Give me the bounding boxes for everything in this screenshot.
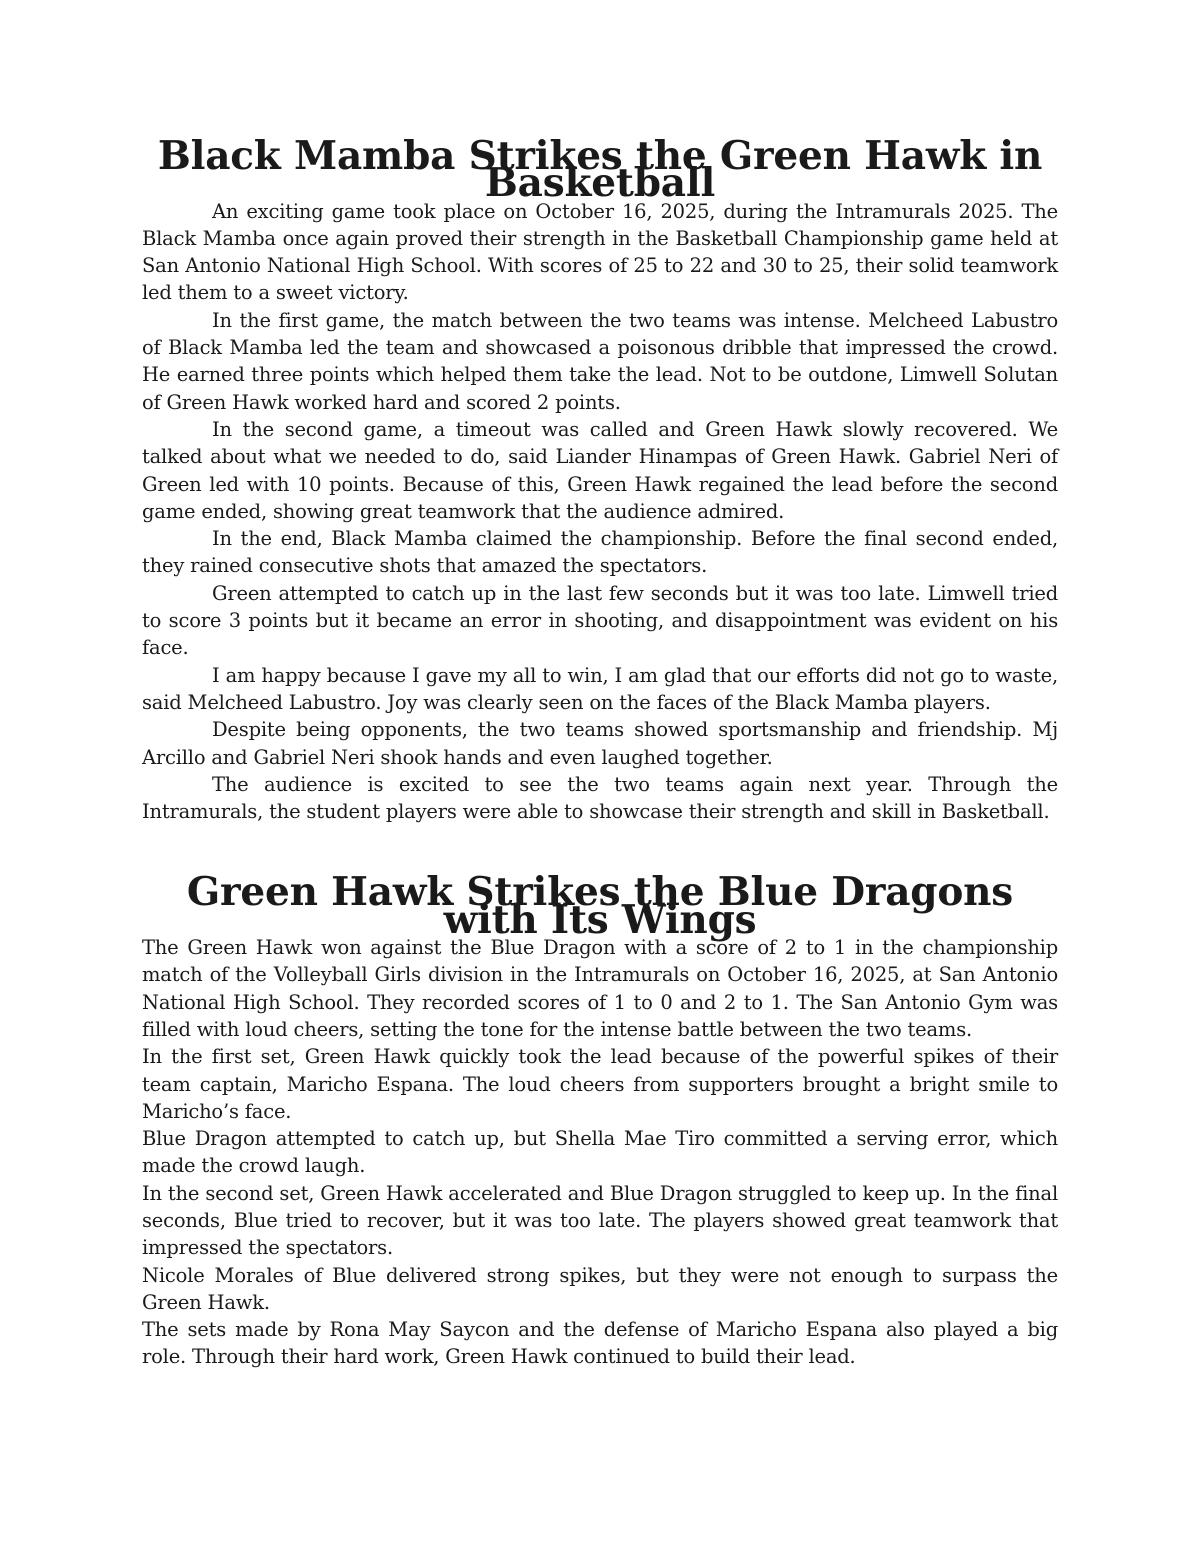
article-volleyball bbox=[142, 869, 1058, 1370]
article-paragraph: In the end, Black Mamba claimed the championship. Before the final second ended, they rained consecutive shots that amazed the spectators. bbox=[142, 527, 1058, 578]
document-body bbox=[142, 133, 1058, 1371]
article-paragraph: The audience is excited to see the two teams again next year. Through the Intramurals, the student players were able to showcase their strength and skill in Basketball. bbox=[142, 772, 1058, 824]
article-basketball bbox=[142, 133, 1058, 825]
article-paragraph: The sets made by Rona May Saycon and the defense of Maricho Espana also played a big role. Through their hard work, Green Hawk continued to build their lead. bbox=[142, 1318, 1058, 1369]
article-paragraph: Green attempted to catch up in the last few seconds but it was too late. Limwell tried to score 3 points but it became an error in shooting, and disappointment was evident on his face. bbox=[142, 581, 1058, 660]
article-paragraph: In the second set, Green Hawk accelerated and Blue Dragon struggled to keep up. In the final seconds, Blue tried to recover, but it was too late. The players showed great teamwork that impressed the spectators. bbox=[142, 1181, 1058, 1260]
article-paragraph: I am happy because I gave my all to win, I am glad that our efforts did not go to waste, said Melcheed Labustro. Joy was clearly seen on the faces of the Black Mamba players. bbox=[142, 663, 1058, 714]
article-paragraph: Nicole Morales of Blue delivered strong spikes, but they were not enough to surpass the Green Hawk. bbox=[142, 1263, 1058, 1314]
article-paragraph: In the second game, a timeout was called and Green Hawk slowly recovered. We talked about what we needed to do, said Liander Hinampas of Green Hawk. Gabriel Neri of Green led with 10 points. Because of this, Green Hawk regained the lead before the second game ended, showing great teamwork that the audience admired. bbox=[142, 417, 1058, 523]
article-paragraph: Despite being opponents, the two teams showed sportsmanship and friendship. Mj Arcillo and Gabriel Neri shook hands and even laughed together. bbox=[142, 718, 1058, 769]
article-paragraph: In the first set, Green Hawk quickly took the lead because of the powerful spikes of their team captain, Maricho Espana. The loud cheers from supporters brought a bright smile to Maricho’s face. bbox=[142, 1045, 1058, 1123]
article-paragraph: The Green Hawk won against the Blue Dragon with a score of 2 to 1 in the championship match of the Volleyball Girls division in the Intramurals on October 16, 2025, at San Antonio National High School. They recorded scores of 1 to 0 and 2 to 1. The San Antonio Gym was filled with loud cheers, setting the tone for the intense battle between the two teams. bbox=[142, 936, 1058, 1041]
article-paragraph: An exciting game took place on October 16, 2025, during the Intramurals 2025. The Black Mamba once again proved their strength in the Basketball Championship game held at San Antonio National High School. With scores of 25 to 22 and 30 to 25, their solid teamwork led them to a sweet victory. bbox=[142, 199, 1058, 305]
article-paragraph: In the first game, the match between the two teams was intense. Melcheed Labustro of Black Mamba led the team and showcased a poisonous dribble that impressed the crowd. He earned three points which helped them take the lead. Not to be outdone, Limwell Solutan of Green Hawk worked hard and scored 2 points. bbox=[142, 308, 1058, 414]
article-title: Black Mamba Strikes the Green Hawk in Basketball bbox=[157, 133, 1043, 207]
article-paragraph: Blue Dragon attempted to catch up, but Shella Mae Tiro committed a serving error, which made the crowd laugh. bbox=[142, 1127, 1058, 1178]
article-title: Green Hawk Strikes the Blue Dragons with Its Wings bbox=[186, 869, 1014, 943]
